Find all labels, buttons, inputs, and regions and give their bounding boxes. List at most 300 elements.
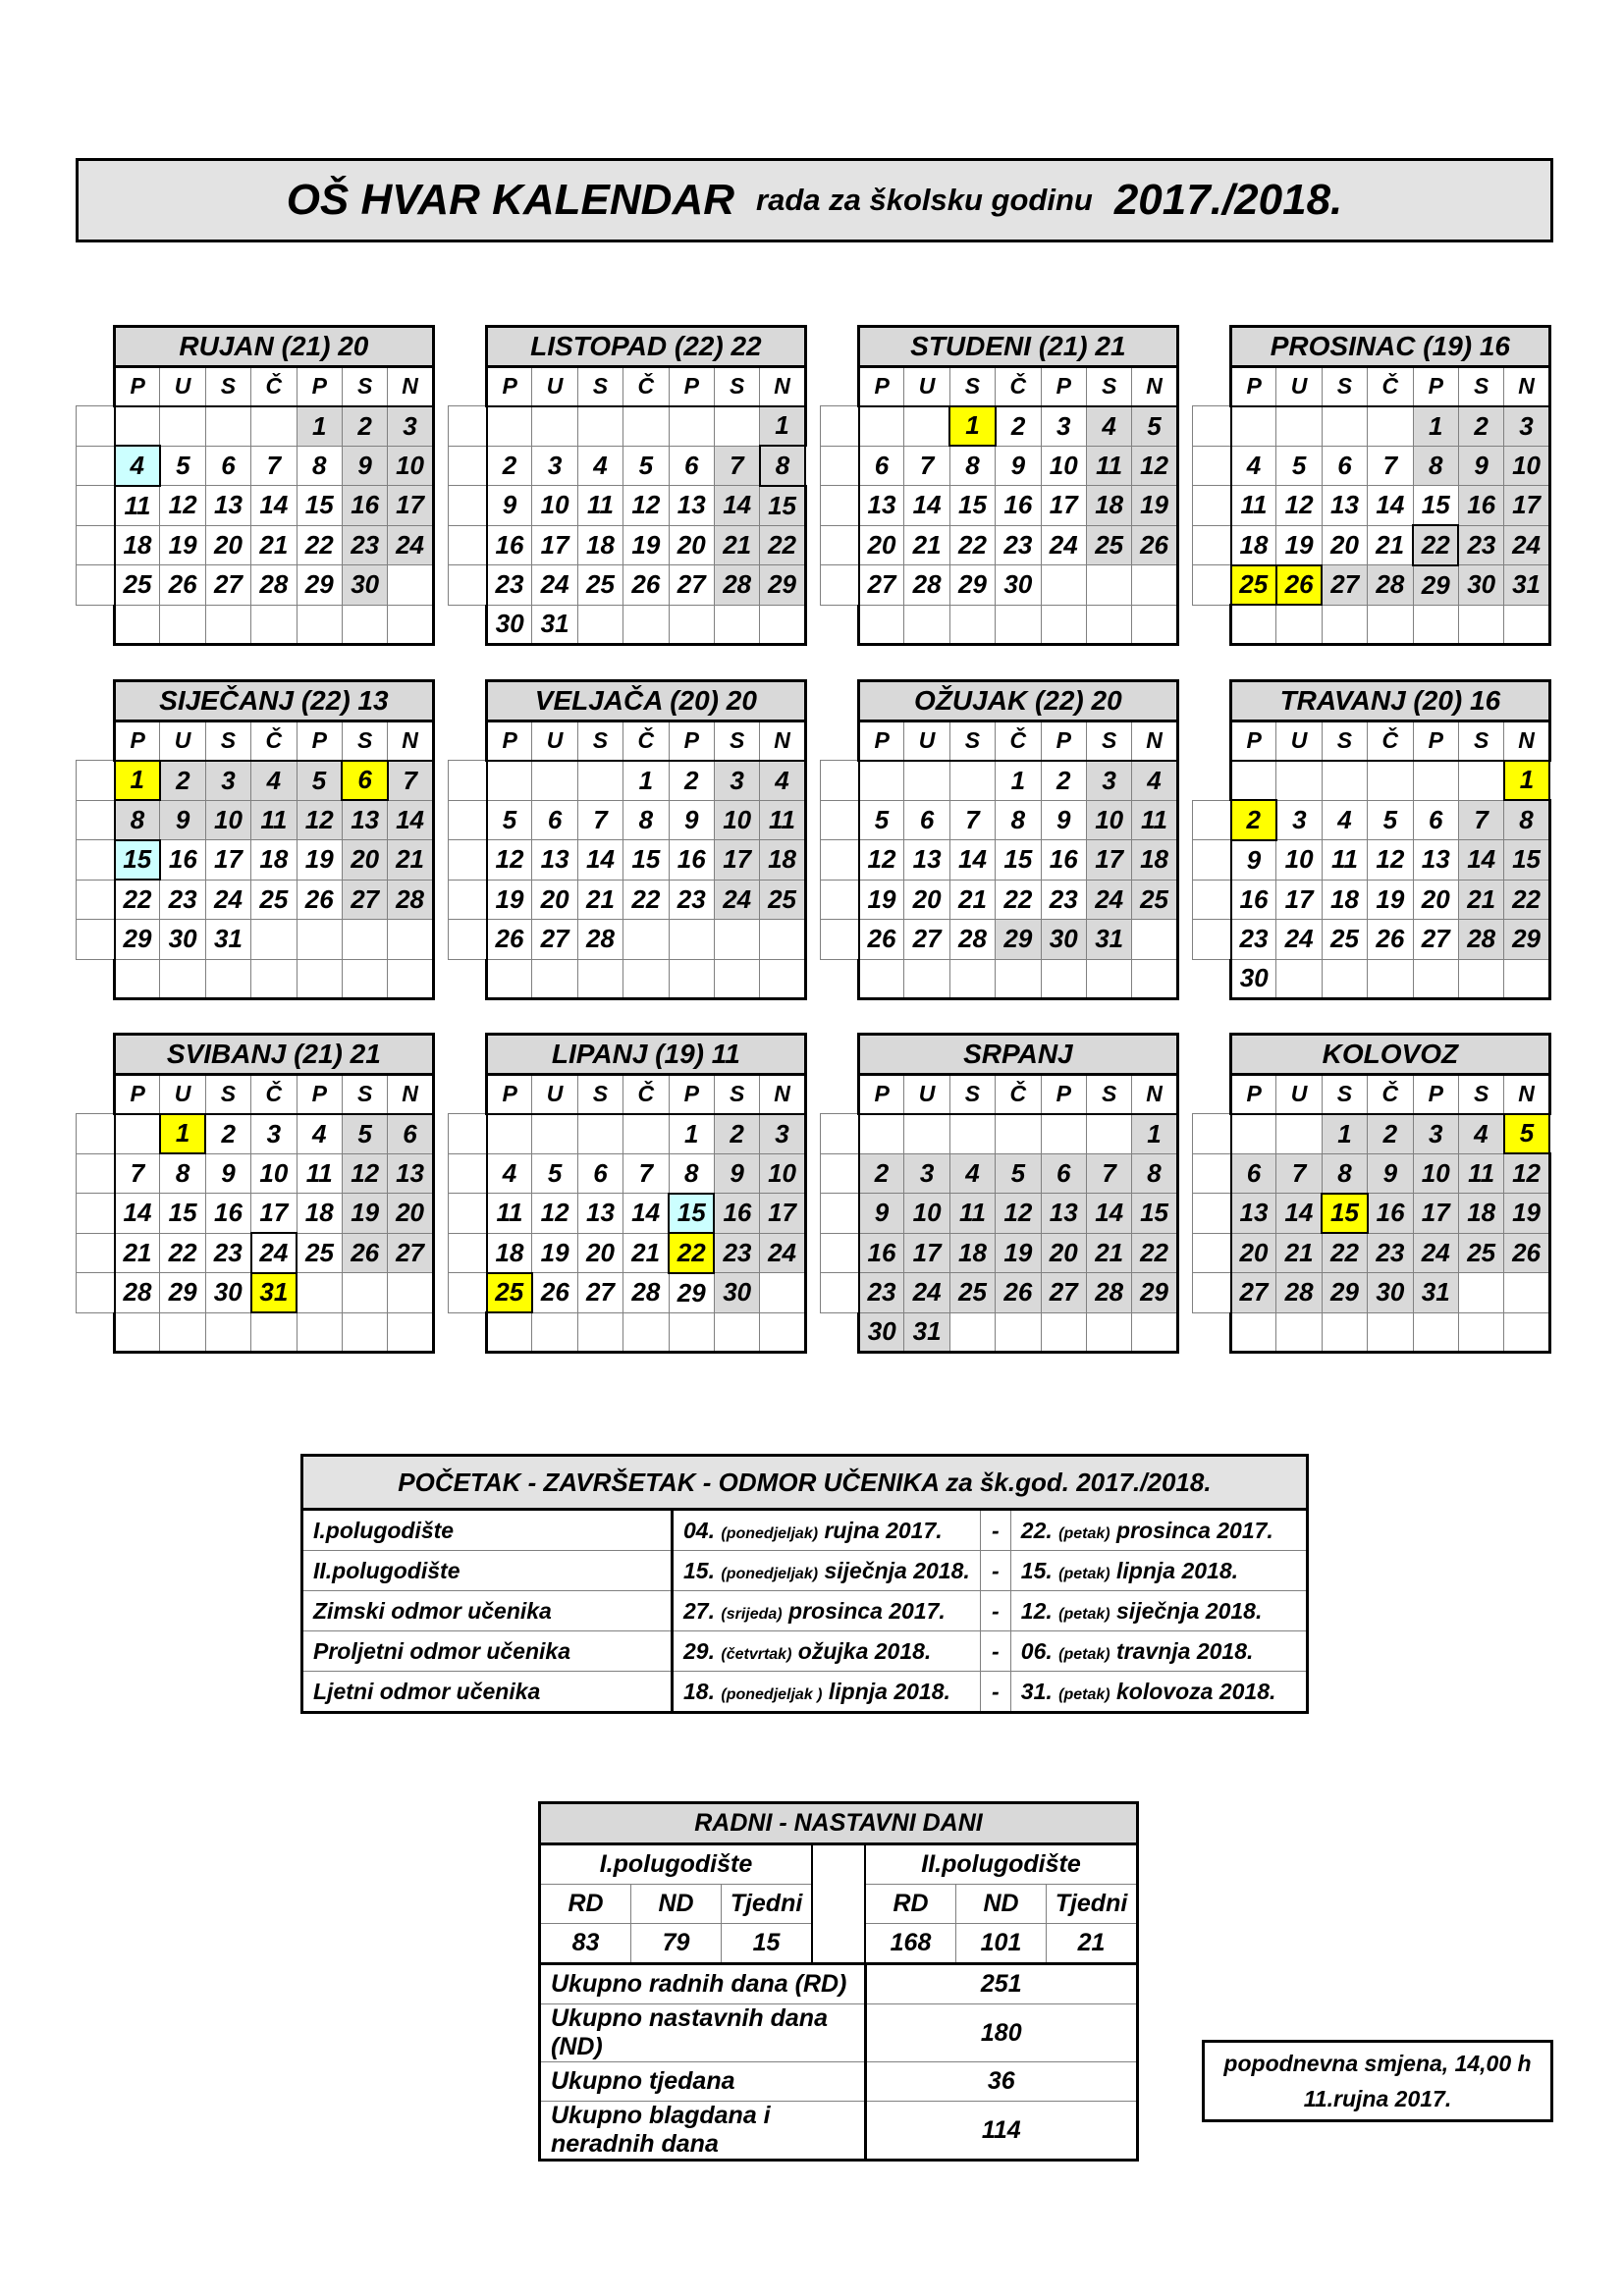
blank-cell bbox=[449, 959, 487, 999]
empty-cell bbox=[996, 1114, 1041, 1154]
empty-cell bbox=[996, 1312, 1041, 1353]
day-cell: 3 bbox=[904, 1153, 949, 1194]
day-cell: 14 bbox=[577, 840, 623, 881]
blank-cell bbox=[821, 605, 859, 645]
day-cell: 11 bbox=[251, 800, 297, 840]
day-cell: 15 bbox=[623, 840, 669, 881]
day-cell: 14 bbox=[388, 800, 433, 840]
day-cell: 17 bbox=[1504, 486, 1549, 526]
sem2-rd: 168 bbox=[865, 1924, 956, 1964]
blank-cell bbox=[821, 840, 859, 881]
blank-cell bbox=[821, 327, 859, 367]
weekday-label: P bbox=[1041, 1074, 1086, 1114]
empty-cell bbox=[1276, 406, 1322, 447]
blank-cell bbox=[77, 327, 115, 367]
day-cell: 15 bbox=[1504, 840, 1549, 881]
empty-cell bbox=[623, 406, 669, 447]
empty-cell bbox=[297, 920, 342, 960]
empty-cell bbox=[297, 959, 342, 999]
day-cell: 17 bbox=[388, 486, 433, 526]
empty-cell bbox=[115, 1114, 160, 1154]
day-cell: 8 bbox=[1322, 1153, 1367, 1194]
day-cell: 27 bbox=[577, 1273, 623, 1313]
day-cell: 12 bbox=[297, 800, 342, 840]
sem1-col-rd: RD bbox=[540, 1885, 631, 1924]
empty-cell bbox=[251, 1312, 297, 1353]
day-cell: 4 bbox=[115, 446, 160, 486]
term-start-month: prosinca 2017. bbox=[788, 1597, 946, 1624]
day-cell: 2 bbox=[342, 406, 387, 447]
empty-cell bbox=[532, 1114, 577, 1154]
weekday-label: P bbox=[115, 366, 160, 406]
term-start-day: (srijeda) bbox=[721, 1605, 783, 1623]
blank-cell bbox=[77, 1114, 115, 1154]
empty-cell bbox=[904, 605, 949, 645]
day-cell: 22 bbox=[115, 880, 160, 920]
day-cell: 14 bbox=[115, 1194, 160, 1234]
day-cell: 9 bbox=[996, 446, 1041, 486]
term-start-num: 04. bbox=[683, 1517, 715, 1543]
day-cell: 16 bbox=[1231, 880, 1276, 920]
term-start-num: 15. bbox=[683, 1557, 715, 1583]
day-cell: 7 bbox=[623, 1153, 669, 1194]
day-cell: 30 bbox=[205, 1273, 250, 1313]
empty-cell bbox=[904, 761, 949, 801]
term-label: Zimski odmor učenika bbox=[302, 1591, 673, 1631]
blank-cell bbox=[1193, 327, 1231, 367]
term-end-num: 06. bbox=[1020, 1637, 1053, 1664]
weekday-label: S bbox=[205, 721, 250, 761]
empty-cell bbox=[1413, 959, 1458, 999]
shift-note bbox=[1202, 2040, 1553, 2122]
month-calendar bbox=[448, 679, 807, 1000]
weekday-label: U bbox=[532, 1074, 577, 1114]
day-cell: 20 bbox=[388, 1194, 433, 1234]
month-calendar bbox=[76, 1033, 435, 1354]
terms-table bbox=[300, 1454, 1309, 1714]
day-cell: 6 bbox=[205, 446, 250, 486]
day-cell: 15 bbox=[669, 1194, 714, 1234]
total-value: 251 bbox=[865, 1964, 1138, 2004]
blank-cell bbox=[77, 525, 115, 565]
spacer-cell bbox=[812, 1844, 865, 1964]
weekday-label: P bbox=[297, 721, 342, 761]
day-cell: 28 bbox=[949, 920, 995, 960]
day-cell: 25 bbox=[1132, 880, 1177, 920]
day-cell: 30 bbox=[1041, 920, 1086, 960]
weekday-label: N bbox=[388, 721, 433, 761]
day-cell: 27 bbox=[1322, 565, 1367, 606]
term-start-month: lipnja 2018. bbox=[828, 1678, 950, 1704]
day-cell: 5 bbox=[1368, 800, 1413, 840]
day-cell: 12 bbox=[859, 840, 904, 881]
blank-cell bbox=[1193, 1074, 1231, 1114]
month-calendar bbox=[820, 679, 1179, 1000]
weekday-label: U bbox=[904, 366, 949, 406]
day-cell: 29 bbox=[1322, 1273, 1367, 1313]
day-cell: 10 bbox=[1276, 840, 1322, 881]
day-cell: 7 bbox=[388, 761, 433, 801]
day-cell: 8 bbox=[160, 1153, 205, 1194]
empty-cell bbox=[1231, 406, 1276, 447]
day-cell: 3 bbox=[714, 761, 759, 801]
day-cell: 27 bbox=[205, 565, 250, 606]
day-cell: 27 bbox=[1041, 1273, 1086, 1313]
day-cell: 17 bbox=[1086, 840, 1131, 881]
blank-cell bbox=[1193, 920, 1231, 960]
day-cell: 7 bbox=[1276, 1153, 1322, 1194]
empty-cell bbox=[297, 1273, 342, 1313]
empty-cell bbox=[669, 920, 714, 960]
day-cell: 5 bbox=[623, 446, 669, 486]
blank-cell bbox=[77, 605, 115, 645]
day-cell: 5 bbox=[297, 761, 342, 801]
shift-note-line1: popodnevna smjena, 14,00 h bbox=[1223, 2051, 1532, 2076]
term-start-month: rujna 2017. bbox=[824, 1517, 943, 1543]
month-title: SVIBANJ (21) 21 bbox=[115, 1035, 434, 1075]
empty-cell bbox=[115, 1312, 160, 1353]
empty-cell bbox=[1276, 1312, 1322, 1353]
blank-cell bbox=[449, 1035, 487, 1075]
day-cell: 25 bbox=[1322, 920, 1367, 960]
day-cell: 20 bbox=[1413, 880, 1458, 920]
day-cell: 14 bbox=[904, 486, 949, 526]
day-cell: 18 bbox=[1132, 840, 1177, 881]
empty-cell bbox=[205, 959, 250, 999]
day-cell: 13 bbox=[342, 800, 387, 840]
weekday-label: S bbox=[1458, 721, 1503, 761]
blank-cell bbox=[821, 920, 859, 960]
weekday-label: N bbox=[760, 366, 805, 406]
day-cell: 31 bbox=[532, 605, 577, 645]
empty-cell bbox=[1132, 1312, 1177, 1353]
blank-cell bbox=[449, 840, 487, 881]
month-calendar bbox=[1192, 325, 1551, 646]
day-cell: 2 bbox=[1368, 1114, 1413, 1154]
empty-cell bbox=[205, 1312, 250, 1353]
day-cell: 31 bbox=[1504, 565, 1549, 606]
day-cell: 12 bbox=[342, 1153, 387, 1194]
term-start bbox=[673, 1672, 981, 1713]
day-cell: 4 bbox=[577, 446, 623, 486]
weekday-label: N bbox=[1132, 721, 1177, 761]
blank-cell bbox=[77, 1074, 115, 1114]
blank-cell bbox=[821, 681, 859, 721]
empty-cell bbox=[669, 1312, 714, 1353]
term-dash: - bbox=[980, 1672, 1010, 1713]
total-value: 36 bbox=[865, 2062, 1138, 2102]
weekday-label: Č bbox=[996, 721, 1041, 761]
day-cell: 16 bbox=[487, 525, 532, 565]
empty-cell bbox=[1504, 959, 1549, 999]
school-year: 2017./2018. bbox=[1113, 176, 1343, 224]
blank-cell bbox=[821, 1114, 859, 1154]
term-end-num: 31. bbox=[1020, 1678, 1053, 1704]
term-end-month: lipnja 2018. bbox=[1116, 1557, 1239, 1583]
day-cell: 3 bbox=[251, 1114, 297, 1154]
empty-cell bbox=[714, 959, 759, 999]
day-cell: 19 bbox=[859, 880, 904, 920]
empty-cell bbox=[714, 406, 759, 447]
sem2-col-nd: ND bbox=[956, 1885, 1047, 1924]
empty-cell bbox=[1413, 605, 1458, 645]
day-cell: 5 bbox=[1504, 1114, 1549, 1154]
blank-cell bbox=[1193, 1114, 1231, 1154]
day-cell: 23 bbox=[1041, 880, 1086, 920]
empty-cell bbox=[669, 959, 714, 999]
day-cell: 15 bbox=[760, 486, 805, 526]
weekday-label: Č bbox=[623, 1074, 669, 1114]
term-start-num: 18. bbox=[683, 1678, 715, 1704]
empty-cell bbox=[949, 959, 995, 999]
day-cell: 29 bbox=[297, 565, 342, 606]
empty-cell bbox=[714, 920, 759, 960]
month-calendar bbox=[1192, 679, 1551, 1000]
day-cell: 23 bbox=[1231, 920, 1276, 960]
day-cell: 22 bbox=[949, 525, 995, 565]
weekday-label: S bbox=[1458, 366, 1503, 406]
term-start bbox=[673, 1551, 981, 1591]
empty-cell bbox=[251, 406, 297, 447]
empty-cell bbox=[1041, 605, 1086, 645]
weekday-label: N bbox=[1132, 1074, 1177, 1114]
blank-cell bbox=[77, 446, 115, 486]
day-cell: 17 bbox=[714, 840, 759, 881]
day-cell: 31 bbox=[904, 1312, 949, 1353]
blank-cell bbox=[449, 327, 487, 367]
day-cell: 18 bbox=[760, 840, 805, 881]
day-cell: 24 bbox=[904, 1273, 949, 1313]
day-cell: 19 bbox=[297, 840, 342, 881]
day-cell: 29 bbox=[1413, 565, 1458, 606]
day-cell: 21 bbox=[714, 525, 759, 565]
day-cell: 24 bbox=[1504, 525, 1549, 565]
sem2-header: II.polugodište bbox=[865, 1844, 1138, 1885]
empty-cell bbox=[1276, 1114, 1322, 1154]
day-cell: 21 bbox=[251, 525, 297, 565]
terms-row bbox=[302, 1551, 1308, 1591]
day-cell: 4 bbox=[760, 761, 805, 801]
empty-cell bbox=[1458, 959, 1503, 999]
blank-cell bbox=[449, 721, 487, 761]
day-cell: 7 bbox=[1086, 1153, 1131, 1194]
day-cell: 7 bbox=[904, 446, 949, 486]
day-cell: 19 bbox=[1132, 486, 1177, 526]
empty-cell bbox=[1231, 1114, 1276, 1154]
day-cell: 8 bbox=[1132, 1153, 1177, 1194]
day-cell: 20 bbox=[342, 840, 387, 881]
day-cell: 23 bbox=[714, 1233, 759, 1273]
weekday-label: S bbox=[1086, 721, 1131, 761]
day-cell: 19 bbox=[1276, 525, 1322, 565]
empty-cell bbox=[949, 605, 995, 645]
day-cell: 14 bbox=[714, 486, 759, 526]
blank-cell bbox=[449, 406, 487, 447]
day-cell: 31 bbox=[1413, 1273, 1458, 1313]
day-cell: 28 bbox=[623, 1273, 669, 1313]
weekday-label: Č bbox=[996, 366, 1041, 406]
month-title: RUJAN (21) 20 bbox=[115, 327, 434, 367]
day-cell: 11 bbox=[1132, 800, 1177, 840]
empty-cell bbox=[1458, 1273, 1503, 1313]
day-cell: 5 bbox=[859, 800, 904, 840]
empty-cell bbox=[342, 1273, 387, 1313]
blank-cell bbox=[77, 565, 115, 606]
weekday-label: S bbox=[1322, 1074, 1367, 1114]
weekday-label: S bbox=[714, 366, 759, 406]
empty-cell bbox=[1132, 605, 1177, 645]
empty-cell bbox=[1458, 761, 1503, 801]
day-cell: 16 bbox=[205, 1194, 250, 1234]
day-cell: 18 bbox=[1458, 1194, 1503, 1234]
day-cell: 9 bbox=[1231, 840, 1276, 881]
day-cell: 1 bbox=[297, 406, 342, 447]
day-cell: 11 bbox=[487, 1194, 532, 1234]
empty-cell bbox=[1041, 565, 1086, 606]
term-dash: - bbox=[980, 1631, 1010, 1672]
empty-cell bbox=[1086, 1114, 1131, 1154]
empty-cell bbox=[205, 605, 250, 645]
day-cell: 21 bbox=[1276, 1233, 1322, 1273]
day-cell: 18 bbox=[251, 840, 297, 881]
empty-cell bbox=[388, 565, 433, 606]
day-cell: 9 bbox=[859, 1194, 904, 1234]
day-cell: 10 bbox=[1041, 446, 1086, 486]
weekday-label: S bbox=[205, 366, 250, 406]
day-cell: 24 bbox=[205, 880, 250, 920]
blank-cell bbox=[1193, 1153, 1231, 1194]
blank-cell bbox=[449, 761, 487, 801]
day-cell: 10 bbox=[1504, 446, 1549, 486]
day-cell: 27 bbox=[388, 1233, 433, 1273]
day-cell: 19 bbox=[623, 525, 669, 565]
day-cell: 17 bbox=[904, 1233, 949, 1273]
day-cell: 16 bbox=[160, 840, 205, 881]
weekday-label: Č bbox=[1368, 366, 1413, 406]
term-end bbox=[1010, 1551, 1307, 1591]
weekday-label: Č bbox=[623, 721, 669, 761]
day-cell: 4 bbox=[1231, 446, 1276, 486]
weekday-label: Č bbox=[251, 366, 297, 406]
weekday-label: P bbox=[1231, 721, 1276, 761]
day-cell: 10 bbox=[760, 1153, 805, 1194]
empty-cell bbox=[205, 406, 250, 447]
day-cell: 19 bbox=[160, 525, 205, 565]
empty-cell bbox=[1368, 1312, 1413, 1353]
month-calendar bbox=[1192, 1033, 1551, 1354]
blank-cell bbox=[77, 366, 115, 406]
day-cell: 17 bbox=[1413, 1194, 1458, 1234]
weekday-label: S bbox=[714, 721, 759, 761]
day-cell: 13 bbox=[388, 1153, 433, 1194]
sem2-tjedni: 21 bbox=[1047, 1924, 1138, 1964]
day-cell: 9 bbox=[1368, 1153, 1413, 1194]
day-cell: 3 bbox=[760, 1114, 805, 1154]
empty-cell bbox=[577, 406, 623, 447]
blank-cell bbox=[821, 525, 859, 565]
weekday-label: S bbox=[577, 366, 623, 406]
month-calendar bbox=[448, 325, 807, 646]
empty-cell bbox=[487, 1114, 532, 1154]
weekday-label: S bbox=[949, 721, 995, 761]
day-cell: 6 bbox=[1413, 800, 1458, 840]
blank-cell bbox=[77, 721, 115, 761]
weekday-label: S bbox=[949, 366, 995, 406]
day-cell: 12 bbox=[160, 486, 205, 526]
day-cell: 20 bbox=[205, 525, 250, 565]
weekday-label: P bbox=[669, 366, 714, 406]
day-cell: 1 bbox=[996, 761, 1041, 801]
weekday-label: N bbox=[388, 366, 433, 406]
day-cell: 4 bbox=[297, 1114, 342, 1154]
blank-cell bbox=[77, 681, 115, 721]
terms-title: POČETAK - ZAVRŠETAK - ODMOR UČENIKA za šk.god. 2017./2018. bbox=[302, 1456, 1308, 1510]
total-label: Ukupno radnih dana (RD) bbox=[540, 1964, 866, 2004]
empty-cell bbox=[577, 1114, 623, 1154]
weekday-label: P bbox=[669, 721, 714, 761]
day-cell: 10 bbox=[904, 1194, 949, 1234]
empty-cell bbox=[1322, 761, 1367, 801]
day-cell: 16 bbox=[714, 1194, 759, 1234]
empty-cell bbox=[1276, 959, 1322, 999]
blank-cell bbox=[77, 1312, 115, 1353]
month-title: SRPANJ bbox=[859, 1035, 1178, 1075]
empty-cell bbox=[904, 406, 949, 447]
empty-cell bbox=[1368, 761, 1413, 801]
blank-cell bbox=[821, 800, 859, 840]
empty-cell bbox=[1086, 959, 1131, 999]
day-cell: 19 bbox=[1504, 1194, 1549, 1234]
day-cell: 30 bbox=[1368, 1273, 1413, 1313]
day-cell: 20 bbox=[859, 525, 904, 565]
weekday-label: P bbox=[1413, 1074, 1458, 1114]
day-cell: 18 bbox=[1086, 486, 1131, 526]
term-end bbox=[1010, 1631, 1307, 1672]
weekday-label: P bbox=[1041, 366, 1086, 406]
term-end-day: (petak) bbox=[1058, 1685, 1110, 1703]
day-cell: 13 bbox=[205, 486, 250, 526]
empty-cell bbox=[1368, 605, 1413, 645]
day-cell: 7 bbox=[577, 800, 623, 840]
blank-cell bbox=[821, 366, 859, 406]
blank-cell bbox=[821, 1273, 859, 1313]
weekday-label: S bbox=[342, 721, 387, 761]
day-cell: 16 bbox=[1458, 486, 1503, 526]
day-cell: 8 bbox=[760, 446, 805, 486]
weekday-label: S bbox=[1086, 1074, 1131, 1114]
day-cell: 13 bbox=[532, 840, 577, 881]
month-title: VELJAČA (20) 20 bbox=[487, 681, 806, 721]
blank-cell bbox=[449, 920, 487, 960]
blank-cell bbox=[1193, 1273, 1231, 1313]
day-cell: 16 bbox=[669, 840, 714, 881]
day-cell: 9 bbox=[1458, 446, 1503, 486]
day-cell: 29 bbox=[115, 920, 160, 960]
day-cell: 11 bbox=[577, 486, 623, 526]
day-cell: 30 bbox=[160, 920, 205, 960]
blank-cell bbox=[77, 486, 115, 526]
empty-cell bbox=[532, 1312, 577, 1353]
day-cell: 26 bbox=[623, 565, 669, 606]
blank-cell bbox=[77, 761, 115, 801]
blank-cell bbox=[77, 800, 115, 840]
blank-cell bbox=[449, 681, 487, 721]
empty-cell bbox=[1231, 605, 1276, 645]
day-cell: 1 bbox=[1504, 761, 1549, 801]
empty-cell bbox=[1413, 761, 1458, 801]
blank-cell bbox=[1193, 800, 1231, 840]
day-cell: 8 bbox=[996, 800, 1041, 840]
